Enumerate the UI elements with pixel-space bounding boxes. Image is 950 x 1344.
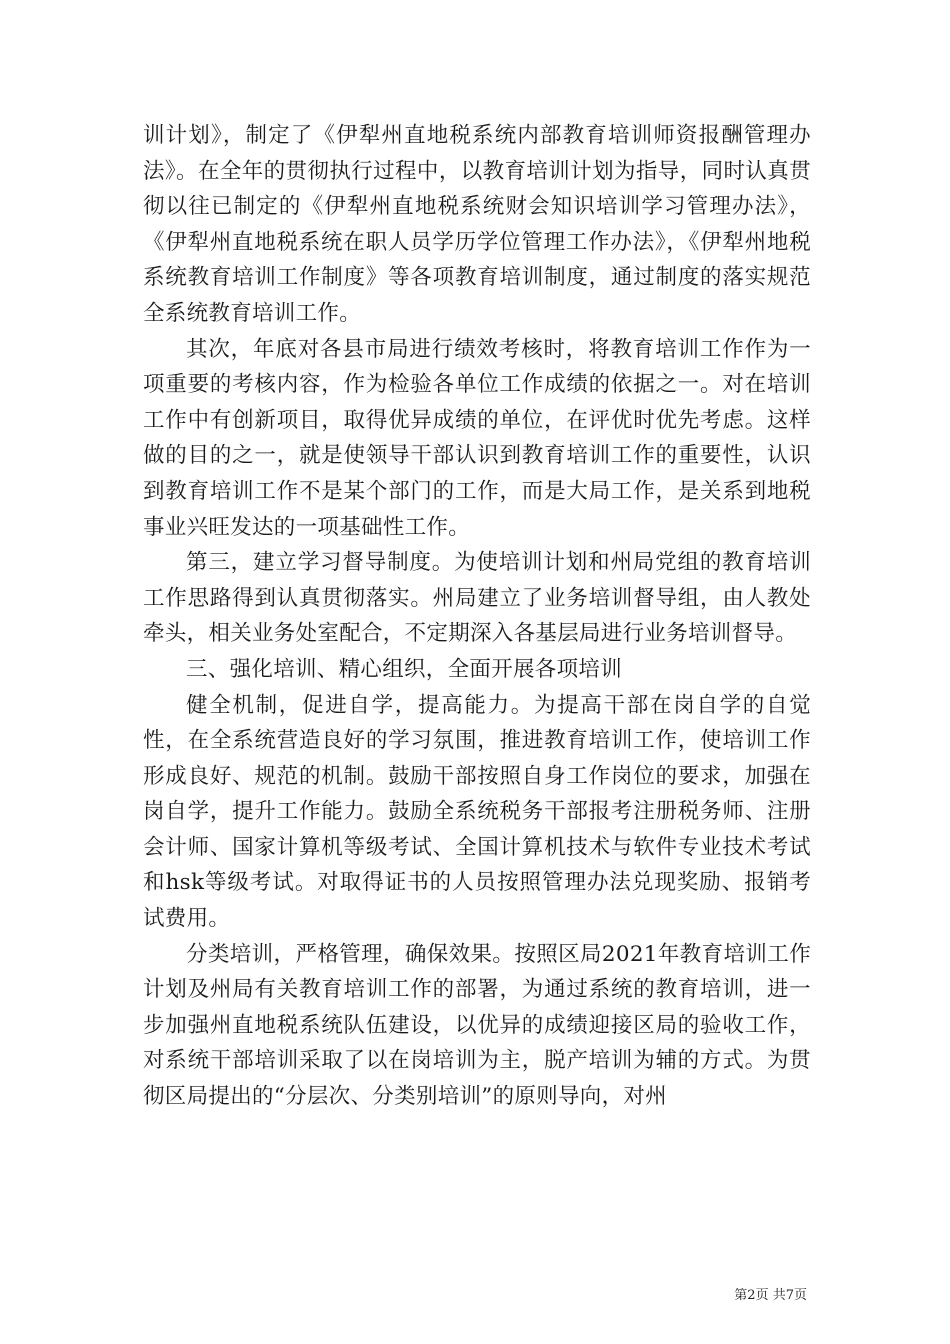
footer-middle: 页 共	[755, 1288, 786, 1303]
paragraph-continuation: 训计划》，制定了《伊犁州直地税系统内部教育培训师资报酬管理办法》。在全年的贯彻执行过程中，以教育培训计划为指导，同时认真贯彻以往已制定的《伊犁州直地税系统财会知识培训学习管理办法》，《伊犁州直地税系统在职人员学历学位管理工作办法》，《伊犁州地税系统教育培训工作制度》等各项教育培训制度，通过制度的落实规范全系统教育培训工作。	[143, 123, 811, 326]
page-number-footer	[734, 1284, 807, 1303]
footer-suffix: 页	[793, 1288, 807, 1303]
footer-current-page: 2	[747, 1288, 756, 1303]
paragraph-supervision-system: 第三，建立学习督导制度。为使培训计划和州局党组的教育培训工作思路得到认真贯彻落实。州局建立了业务培训督导组，由人教处牵头，相关业务处室配合，不定期深入各基层局进行业务培训督导。	[143, 550, 811, 647]
paragraph-self-study: 健全机制，促进自学，提高能力。为提高干部在岗自学的自觉性，在全系统营造良好的学习氛围，推进教育培训工作，使培训工作形成良好、规范的机制。鼓励干部按照自身工作岗位的要求，加强在岗自学，提升工作能力。鼓励全系统税务干部报考注册税务师、注册会计师、国家计算机等级考试、全国计算机技术与软件专业技术考试和hsk等级考试。对取得证书的人员按照管理办法兑现奖励、报销考试费用。	[143, 692, 811, 932]
paragraph-performance-review: 其次，年底对各县市局进行绩效考核时，将教育培训工作作为一项重要的考核内容，作为检验各单位工作成绩的依据之一。对在培训工作中有创新项目，取得优异成绩的单位，在评优时优先考虑。这样做的目的之一，就是使领导干部认识到教育培训工作的重要性，认识到教育培训工作不是某个部门的工作，而是大局工作，是关系到地税事业兴旺发达的一项基础性工作。	[143, 336, 811, 540]
footer-prefix: 第	[734, 1288, 748, 1303]
section-heading: 三、强化培训、精心组织，全面开展各项培训	[186, 656, 623, 682]
footer-total-pages: 7	[785, 1288, 794, 1303]
paragraph-classified-training: 分类培训，严格管理，确保效果。按照区局2021年教育培训工作计划及州局有关教育培训工作的部署，为通过系统的教育培训，进一步加强州直地税系统队伍建设，以优异的成绩迎接区局的验收工作，对系统干部培训采取了以在岗培训为主，脱产培训为辅的方式。为贯彻区局提出的“分层次、分类别培训”的原则导向，对州	[143, 941, 811, 1110]
document-body	[143, 118, 811, 1115]
